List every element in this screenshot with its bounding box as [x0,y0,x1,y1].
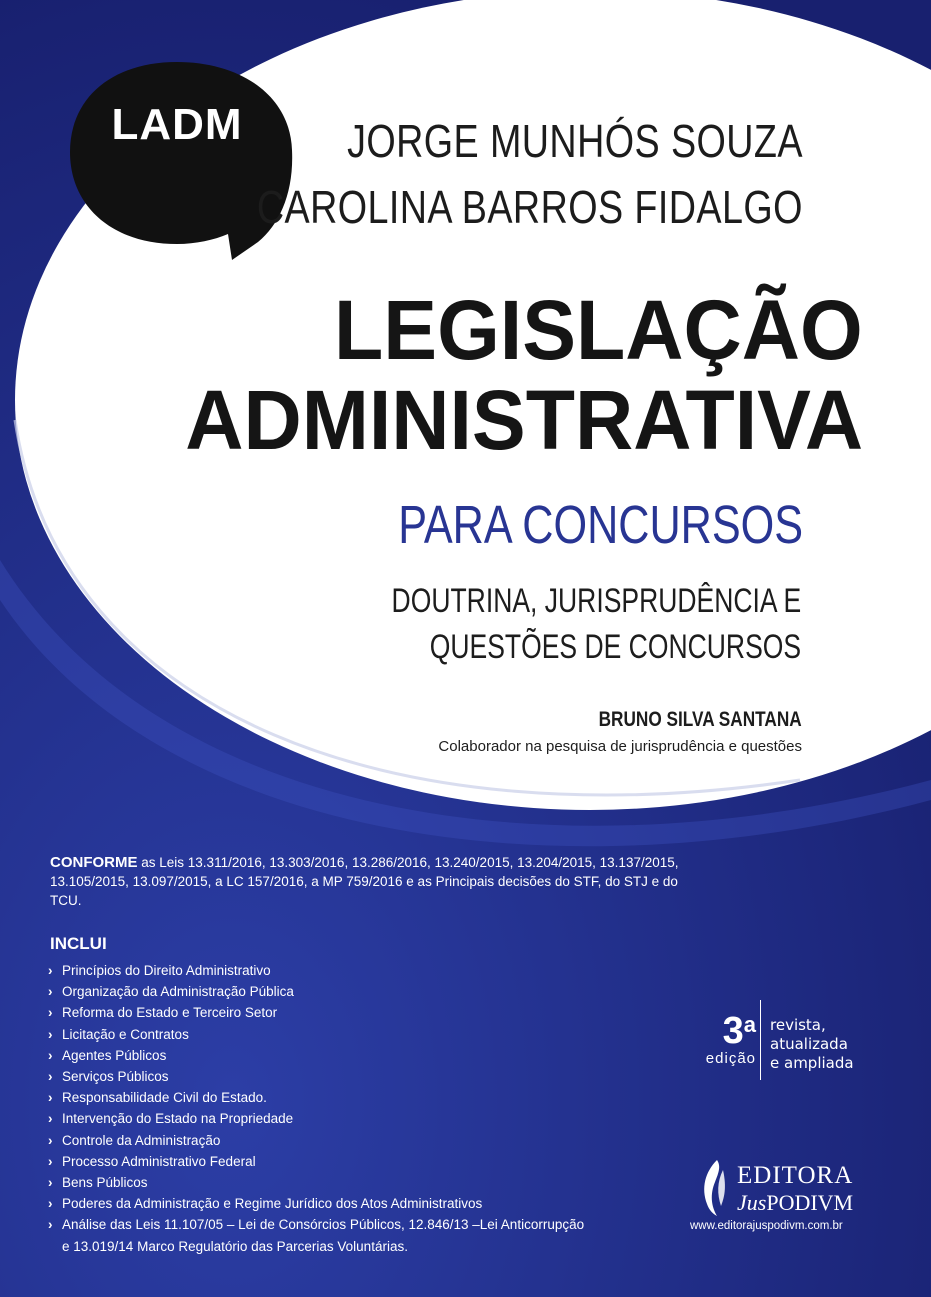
tagline-line-1: DOUTRINA, JURISPRUDÊNCIA E [391,582,801,620]
book-title-line-1: LEGISLAÇÃO [334,283,863,377]
edition-number [684,1012,756,1067]
publisher-url: www.editorajuspodivm.com.br [690,1220,843,1232]
list-item: › Análise das Leis 11.107/05 – Lei de Consórcios Públicos, 12.846/13 –Lei Anticorrupção e 13.019/14 Marco Regulatório das Parcerias Voluntárias. [48,1214,584,1256]
chevron-right-icon: › [48,1047,53,1063]
collaborator-role: Colaborador na pesquisa de jurisprudência e questões [438,738,802,755]
collaborator-name: BRUNO SILVA SANTANA [598,708,802,731]
publisher-subname: JusPODIVM [737,1190,854,1215]
list-item-continuation: e 13.019/14 Marco Regulatório das Parcerias Voluntárias. [62,1238,408,1254]
list-item: › Agentes Públicos [48,1045,584,1066]
chevron-right-icon: › [48,1175,53,1191]
list-item: › Intervenção do Estado na Propriedade [48,1108,584,1129]
edition-ordinal: a [743,1012,756,1037]
tagline-line-2: QUESTÕES DE CONCURSOS [429,628,801,666]
edition-description: revista, atualizada e ampliada [770,1016,854,1072]
list-item: › Processo Administrativo Federal [48,1151,584,1172]
chevron-right-icon: › [48,1090,53,1106]
publisher-name: EDITORA [737,1162,854,1189]
quill-flame-icon [697,1158,731,1218]
list-item: › Organização da Administração Pública [48,981,584,1002]
book-title-line-2: ADMINISTRATIVA [185,373,863,467]
inclui-list [48,960,584,1257]
book-subtitle: PARA CONCURSOS [398,495,803,555]
list-item: › Poderes da Administração e Regime Jurídico dos Atos Administrativos [48,1193,584,1214]
author-name-2: CAROLINA BARROS FIDALGO [256,181,803,233]
list-item: › Responsabilidade Civil do Estado. [48,1087,584,1108]
chevron-right-icon: › [48,1217,53,1233]
conforme-label: CONFORME [50,854,138,871]
author-name-1: JORGE MUNHÓS SOUZA [347,115,803,167]
chevron-right-icon: › [48,1069,53,1085]
chevron-right-icon: › [48,1132,53,1148]
list-item: › Serviços Públicos [48,1066,584,1087]
inclui-heading: INCLUI [50,934,107,953]
chevron-right-icon: › [48,963,53,978]
conforme-paragraph [50,853,690,910]
chevron-right-icon: › [48,1005,53,1021]
list-item: › Licitação e Contratos [48,1024,584,1045]
list-item: › Reforma do Estado e Terceiro Setor [48,1002,584,1023]
edition-label: edição [705,1050,756,1067]
chevron-right-icon: › [48,1196,53,1212]
chevron-right-icon: › [48,984,53,1000]
list-item: › Bens Públicos [48,1172,584,1193]
edition-divider [760,1000,761,1080]
chevron-right-icon: › [48,1026,53,1042]
chevron-right-icon: › [48,1111,53,1127]
conforme-text: as Leis 13.311/2016, 13.303/2016, 13.286/2016, 13.240/2015, 13.204/2015, 13.137/2015, 13.105/2015, 13.097/2015, a LC 157/2016, a MP 759/2016 e as Principais decisões do STF, do STJ e do TCU. [50,855,679,908]
list-item: › Controle da Administração [48,1130,584,1151]
edition-digit: 3 [722,1010,744,1052]
ladm-badge: LADM [111,100,243,149]
list-item: › Princípios do Direito Administrativo [48,960,584,981]
chevron-right-icon: › [48,1153,53,1169]
